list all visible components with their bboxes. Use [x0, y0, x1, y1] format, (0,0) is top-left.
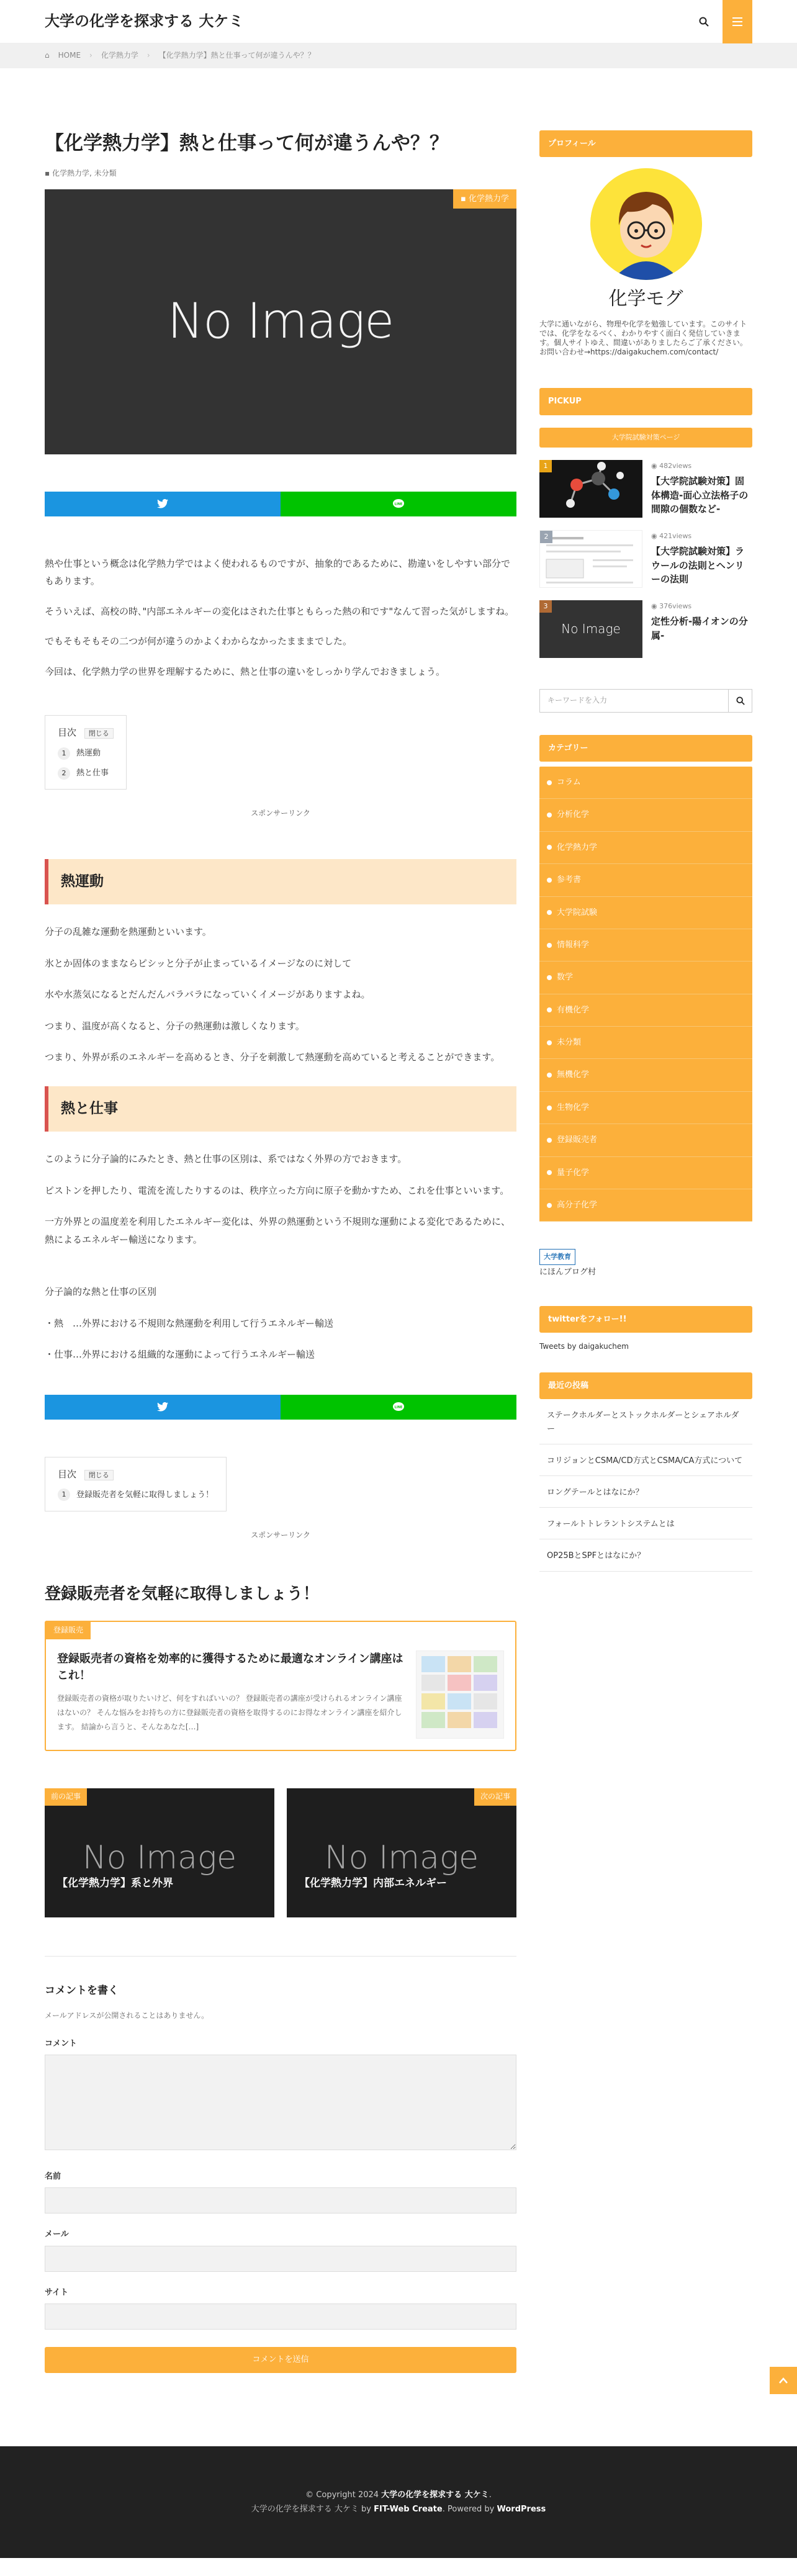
- recent-post-link[interactable]: OP25BとSPFとはなにか？: [539, 1539, 752, 1571]
- page-top-button[interactable]: [770, 2367, 797, 2394]
- folder-icon: ▪: [461, 194, 469, 204]
- site-header: [0, 0, 797, 43]
- paragraph: 氷とか固体のままならピシッと分子が止まっているイメージなのに対して: [45, 957, 352, 969]
- chevron-up-icon: [779, 2377, 788, 2384]
- twitter-widget-title: twitterをフォロー!!: [539, 1306, 752, 1333]
- theme-link[interactable]: FIT-Web Create: [374, 2505, 443, 2515]
- pickup-subtitle: 大学院試験対策ページ: [539, 428, 752, 448]
- table-of-contents: [45, 715, 127, 790]
- profile-description: 大学に通いながら、物理や化学を勉強しています。このサイトでは、化学をなるべく、わかりやすく面白く発信していきます。個人サイトゆえ、間違いがありましたらご了承ください。お問い合わせ→https://daigakuchem.com/contact/: [539, 320, 747, 357]
- comment-form-title: コメントを書く: [45, 1984, 119, 1997]
- header-actions: [685, 0, 797, 43]
- svg-text:LINE: LINE: [394, 1405, 403, 1410]
- copyright-prefix: © Copyright 2024: [305, 2490, 379, 2500]
- pickup-views: ◉ 482views: [651, 461, 692, 470]
- pickup-views: ◉ 421views: [651, 531, 692, 540]
- post-categories-text[interactable]: 化学熱力学, 未分類: [52, 169, 117, 178]
- toc-item-label: 熱運動: [76, 749, 101, 759]
- pickup-item[interactable]: [539, 600, 752, 658]
- twitter-share-button[interactable]: [45, 492, 281, 516]
- no-image-text: No Image: [561, 621, 621, 637]
- category-item[interactable]: 大学院試験: [539, 897, 752, 929]
- related-heading: 登録販売者を気軽に取得しましょう！: [45, 1584, 320, 1603]
- folder-icon: ▪: [45, 169, 52, 178]
- toc-title: 目次: [58, 1468, 77, 1480]
- blog-card-title: 登録販売者の資格を効率的に獲得するために最適なオンライン講座はこれ！: [57, 1652, 403, 1683]
- blogmura-banner[interactable]: 大学教育: [539, 1249, 575, 1265]
- blog-card-text: [57, 1651, 416, 1739]
- paragraph: ・熱 …外界における不規則な熱運動を利用して行うエネルギー輸送: [45, 1317, 334, 1329]
- section-heading: 熱と仕事: [45, 1086, 516, 1132]
- blog-card-excerpt: 登録販売者の資格が取りたいけど、何をすればいいの？ 登録販売者の講座が受けられるオンライン講座はないの？ そんな悩みをお持ちの方に登録販売者の資格を取得するのにお得なオンライン講座を紹介します。 結論から言うと、そんなあなた[…]: [57, 1694, 402, 1732]
- wordpress-link[interactable]: WordPress: [497, 2505, 546, 2515]
- twitter-share-button[interactable]: [45, 1395, 281, 1420]
- footer-credit: [251, 2502, 546, 2516]
- pickup-rank: 2: [540, 531, 552, 543]
- sidebar-search: [539, 689, 752, 713]
- no-image-text: No Image: [324, 1839, 479, 1877]
- paragraph: 分子の乱雑な運動を熱運動といいます。: [45, 926, 212, 938]
- category-badge[interactable]: [453, 189, 516, 209]
- document-image: [540, 531, 643, 588]
- copyright: © Copyright 2024 大学の化学を探求する 大ケミ.: [305, 2490, 492, 2500]
- paragraph: でもそもそもその二つが何が違うのかよくわからなかったまままでした。: [45, 636, 353, 647]
- eye-icon: ◉: [651, 601, 660, 610]
- credit-site: 大学の化学を探求する 大ケミ: [251, 2505, 359, 2515]
- comment-form-note: メールアドレスが公開されることはありません。: [45, 2011, 209, 2020]
- pickup-thumbnail: [539, 600, 642, 658]
- breadcrumb-current: 【化学熱力学】熱と仕事って何が違うんや？？: [158, 51, 315, 60]
- pickup-info: [642, 600, 752, 658]
- breadcrumb-home[interactable]: HOME: [58, 51, 81, 60]
- submit-comment-button[interactable]: コメントを送信: [45, 2347, 516, 2373]
- pickup-rank: 3: [539, 600, 552, 613]
- paragraph: 水や水蒸気になるとだんだんバラバラになっていくイメージがありますよね。: [45, 989, 371, 1001]
- twitter-timeline-link[interactable]: Tweets by daigakuchem: [539, 1342, 629, 1351]
- toc-title: 目次: [58, 727, 77, 739]
- paragraph: 一方外界との温度差を利用したエネルギー変化は、外界の熱運動という不規則な運動による変化であるために、熱によるエネルギー輸送になります。: [45, 1216, 511, 1245]
- pickup-title: 【大学院試験対策】ラウールの法則とヘンリーの法則: [651, 546, 745, 585]
- no-image-text: No Image: [167, 294, 394, 350]
- profile-widget-title: プロフィール: [539, 130, 752, 157]
- paragraph: そういえば、高校の時､"内部エネルギーの変化はされた仕事ともらった熱の和です"なんて習った気がしますね。: [45, 605, 515, 617]
- search-input[interactable]: キーワードを入力: [539, 689, 729, 713]
- search-submit-button[interactable]: [729, 689, 752, 713]
- recent-post-link[interactable]: ステークホルダーとストックホルダーとシェアホルダー: [539, 1399, 752, 1444]
- twitter-icon: [157, 499, 168, 508]
- line-share-button[interactable]: [281, 1395, 516, 1420]
- pickup-info: [642, 530, 752, 588]
- profile-widget: [539, 168, 752, 357]
- prev-post-card[interactable]: [45, 1788, 274, 1917]
- pickup-item[interactable]: [539, 460, 752, 518]
- section-heading: 熱運動: [45, 859, 516, 904]
- breadcrumb-category[interactable]: 化学熱力学: [101, 51, 138, 60]
- email-label: メール: [45, 2230, 69, 2240]
- eyecatch-image: [45, 189, 516, 454]
- search-icon: [699, 17, 709, 27]
- blog-card[interactable]: [45, 1621, 516, 1751]
- breadcrumb: [0, 43, 797, 68]
- credit-powered: . Powered by: [442, 2505, 495, 2515]
- next-post-tag: 次の記事: [474, 1788, 516, 1806]
- prev-next-navigation: [45, 1788, 516, 1917]
- category-item[interactable]: 高分子化学: [539, 1189, 752, 1222]
- toc-number: 2: [58, 767, 70, 780]
- toc-item-label: 登録販売者を気軽に取得しましょう！: [76, 1490, 214, 1500]
- toc-item-label: 熱と仕事: [76, 768, 109, 778]
- copyright-site-link[interactable]: 大学の化学を探求する 大ケミ: [381, 2490, 489, 2500]
- line-icon: [392, 1402, 405, 1413]
- category-item[interactable]: コラム: [539, 767, 752, 799]
- avatar: [590, 168, 702, 280]
- table-of-contents: [45, 1457, 227, 1511]
- comment-textarea[interactable]: [45, 2055, 516, 2150]
- line-share-button[interactable]: [281, 492, 516, 516]
- next-post-card[interactable]: [287, 1788, 516, 1917]
- toc-item[interactable]: [58, 766, 114, 780]
- line-icon: [392, 498, 405, 510]
- paragraph: ・仕事…外界における組織的な運動によって行うエネルギー輸送: [45, 1349, 315, 1361]
- home-icon: ⌂: [45, 51, 50, 60]
- category-item[interactable]: 有機化学: [539, 994, 752, 1027]
- pickup-info: [642, 460, 752, 518]
- share-buttons-bottom: [45, 1395, 516, 1420]
- recent-posts-title: 最近の投稿: [539, 1372, 752, 1399]
- prev-post-tag: 前の記事: [45, 1788, 87, 1806]
- name-field[interactable]: [45, 2187, 516, 2213]
- category-item[interactable]: 数学: [539, 961, 752, 994]
- category-item[interactable]: 無機化学: [539, 1059, 752, 1091]
- paragraph: このように分子論的にみたとき、熱と仕事の区別は、系ではなく外界の方でおきます。: [45, 1153, 407, 1165]
- eye-icon: ◉: [651, 531, 660, 540]
- hamburger-icon: [732, 17, 742, 26]
- section-body: [45, 923, 516, 1066]
- category-list: [539, 767, 752, 1222]
- no-image-text: No Image: [82, 1839, 237, 1877]
- paragraph: 分子論的な熱と仕事の区別: [45, 1286, 157, 1298]
- search-toggle-button[interactable]: [685, 0, 723, 43]
- paragraph: 熱や仕事という概念は化学熱力学ではよく使われるものですが、抽象的であるために、勘違いをしやすい部分でもあります。: [45, 557, 511, 587]
- prev-post-title: 【化学熱力学】系と外界: [57, 1876, 173, 1889]
- share-buttons-top: [45, 492, 516, 516]
- breadcrumb-separator: ›: [146, 51, 150, 60]
- category-widget-title: カテゴリー: [539, 735, 752, 762]
- category-item[interactable]: 参考書: [539, 864, 752, 896]
- post-title: 【化学熱力学】熱と仕事って何が違うんや？？: [45, 132, 449, 155]
- paragraph: つまり、外界が系のエネルギーを高めるとき、分子を刺激して熱運動を高めていると考えることができます。: [45, 1052, 500, 1063]
- blogmura-widget: [539, 1249, 752, 1279]
- category-item[interactable]: 登録販売者: [539, 1124, 752, 1156]
- category-badge-label: 化学熱力学: [468, 194, 509, 204]
- sponsored-link-label: スポンサーリンク: [251, 1531, 310, 1540]
- section-body: [45, 1150, 516, 1364]
- pickup-title: 【大学院試験対策】固体構造-面心立法格子の間隙の個数など-: [651, 475, 749, 515]
- category-item[interactable]: 化学熱力学: [539, 832, 752, 864]
- paragraph: ピストンを押したり、電流を流したりするのは、秩序立った方向に原子を動かすため、これを仕事といいます。: [45, 1184, 510, 1196]
- toc-number: 1: [58, 1488, 70, 1501]
- blog-card-thumbnail: [416, 1651, 504, 1739]
- search-icon: [736, 696, 745, 705]
- main-content: [45, 130, 516, 2373]
- toc-header: [58, 724, 114, 741]
- site-label: サイト: [45, 2287, 69, 2297]
- avatar-illustration: [590, 168, 702, 280]
- pickup-widget-title: PICKUP: [539, 388, 752, 415]
- molecule-image: [539, 460, 642, 518]
- recent-post-link[interactable]: ロングテールとはなにか？: [539, 1476, 752, 1508]
- toc-item[interactable]: [58, 746, 114, 760]
- email-field[interactable]: [45, 2246, 516, 2272]
- post-categories: [45, 167, 516, 181]
- pickup-views: ◉ 376views: [651, 601, 692, 610]
- toc-number: 1: [58, 747, 70, 760]
- menu-toggle-button[interactable]: [723, 0, 752, 43]
- sidebar: [539, 130, 752, 2373]
- blogmura-link[interactable]: にほんブログ村: [539, 1268, 597, 1277]
- pickup-item[interactable]: [539, 530, 752, 588]
- category-item[interactable]: 量子化学: [539, 1157, 752, 1189]
- recent-post-link[interactable]: コリジョンとCSMA/CD方式とCSMA/CA方式について: [539, 1444, 752, 1476]
- name-label: 名前: [45, 2172, 61, 2181]
- breadcrumb-separator: ›: [89, 51, 92, 60]
- intro-text: [45, 555, 516, 681]
- paragraph: 今回は、化学熱力学の世界を理解するために、熱と仕事の違いをしっかり学んでおきましょう。: [45, 665, 446, 677]
- recent-post-link[interactable]: フォールトトレラントシステムとは: [539, 1508, 752, 1539]
- pickup-thumbnail: [539, 460, 642, 518]
- comment-form: [45, 1956, 516, 2373]
- site-title-link[interactable]: 大学の化学を探求する 大ケミ: [45, 12, 244, 30]
- recent-posts-list: [539, 1399, 752, 1572]
- paragraph: つまり、温度が高くなると、分子の熱運動は激しくなります。: [45, 1020, 305, 1032]
- pickup-title: 定性分析-陽イオンの分属-: [651, 616, 748, 641]
- comment-label: コメント: [45, 2038, 78, 2048]
- toc-header: [58, 1466, 214, 1483]
- blog-card-tag: 登録販売: [46, 1622, 91, 1639]
- paragraph: [45, 1262, 516, 1269]
- toc-close-button[interactable]: 閉じる: [84, 728, 114, 739]
- next-post-title: 【化学熱力学】内部エネルギー: [299, 1876, 447, 1889]
- toc-close-button[interactable]: 閉じる: [84, 1470, 114, 1480]
- category-item[interactable]: 未分類: [539, 1027, 752, 1059]
- credit-by: by: [361, 2505, 371, 2515]
- twitter-icon: [157, 1402, 168, 1412]
- sponsored-link-label: スポンサーリンク: [251, 809, 310, 818]
- pickup-rank: 1: [539, 460, 552, 472]
- eye-icon: ◉: [651, 461, 660, 470]
- pickup-thumbnail: [539, 530, 642, 588]
- profile-name: 化学モグ: [608, 288, 683, 310]
- category-item[interactable]: 分析化学: [539, 799, 752, 831]
- toc-item[interactable]: [58, 1488, 214, 1502]
- site-field[interactable]: [45, 2304, 516, 2330]
- site-footer: [0, 2446, 797, 2558]
- svg-text:LINE: LINE: [394, 502, 403, 507]
- category-item[interactable]: 情報科学: [539, 929, 752, 961]
- category-item[interactable]: 生物化学: [539, 1092, 752, 1124]
